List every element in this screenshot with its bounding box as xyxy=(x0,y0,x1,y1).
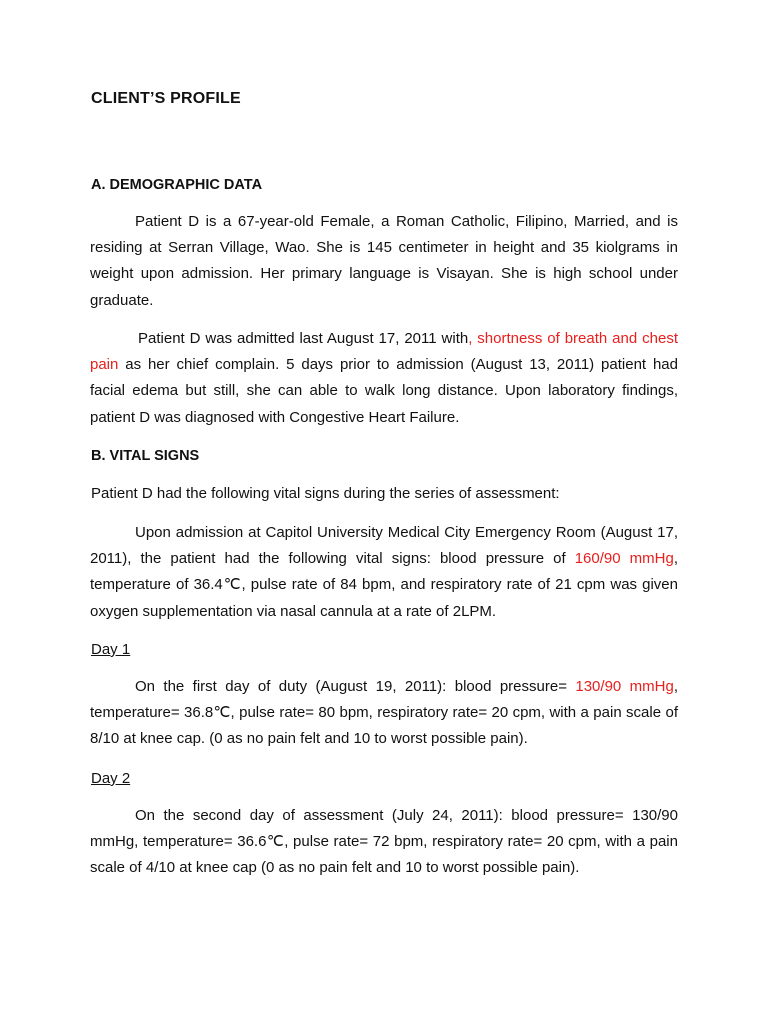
day-1-bp-highlight: 130/90 mmHg xyxy=(575,678,674,695)
vital-signs-intro: Patient D had the following vital signs during the series of assessment: xyxy=(91,485,560,502)
day-2-paragraph: On the second day of assessment (July 24, 2011): blood pressure= 130/90 mmHg, temperature= 36.6℃, pulse rate= 72 bpm, respiratory rate= 20 cpm, with a pain scale of 4/10 at knee cap (0 as no pain felt and 10 to worst possible pain). xyxy=(90,807,678,877)
day-1-label: Day 1 xyxy=(91,641,131,658)
day-1-rest: , temperature= 36.8℃, pulse rate= 80 bpm, respiratory rate= 20 cpm, with a pain scale of 8/10 at knee cap. (0 as no pain felt and 10 to worst possible pain). xyxy=(90,678,679,748)
chief-complaint-highlight: , shortness of breath and chest pain xyxy=(90,330,678,374)
day-1-text: On the first day of duty (August 19, 2011): blood pressure= xyxy=(135,678,576,695)
day-2-label: Day 2 xyxy=(91,770,131,787)
vital-signs-heading: B. VITAL SIGNS xyxy=(91,448,200,464)
admission-vitals-rest: , temperature of 36.4℃, pulse rate of 84 bpm, and respiratory rate of 21 cpm was given oxygen supplementation via nasal cannula at a rate of 2LPM. xyxy=(90,550,679,620)
admission-bp-highlight: 160/90 mmHg xyxy=(574,550,674,568)
demographic-paragraph-2 xyxy=(90,326,678,431)
admission-vitals-text: Upon admission at Capitol University Medical City Emergency Room (August 17, 2011), the patient had the following vital signs: blood pressure of xyxy=(90,524,678,568)
admission-details: as her chief complain. 5 days prior to admission (August 13, 2011) patient had facial edema but still, she can able to walk long distance. Upon laboratory findings, patient D was diagnosed with Congestive Heart Failure. xyxy=(90,356,678,426)
document-title: CLIENT’S PROFILE xyxy=(91,90,241,107)
admission-text: Patient D was admitted last August 17, 2011 with xyxy=(138,330,469,347)
demographic-heading: A. DEMOGRAPHIC DATA xyxy=(91,177,263,193)
day-1-paragraph xyxy=(90,674,678,753)
demographic-paragraph-1: Patient D is a 67-year-old Female, a Roman Catholic, Filipino, Married, and is residing at Serran Village, Wao. She is 145 centimeter in height and 35 kiolgrams in weight upon admission. Her primary language is Visayan. She is high school under graduate. xyxy=(90,213,678,309)
admission-vitals-paragraph xyxy=(90,520,678,625)
